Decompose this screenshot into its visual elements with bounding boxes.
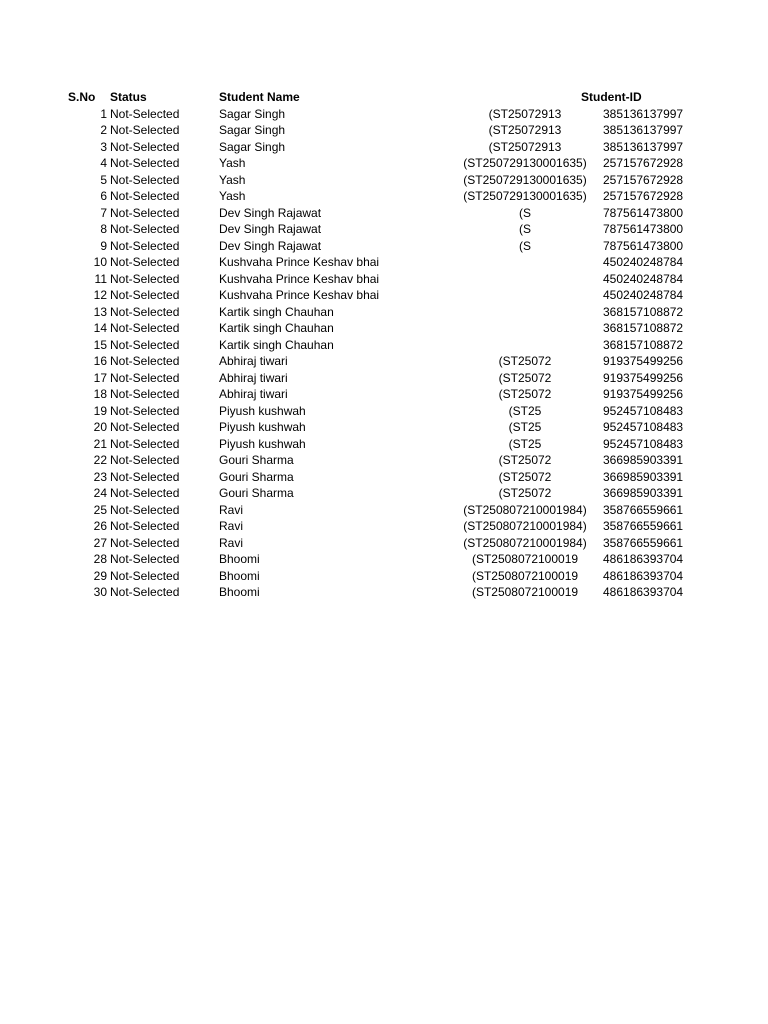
- student-id-cell: 952457108483: [603, 403, 684, 418]
- student-id-cell: 368157108872: [603, 304, 684, 319]
- student-name-cell: Yash: [219, 172, 246, 187]
- student-name-cell: Dev Singh Rajawat: [219, 222, 322, 236]
- student-ref-cell: (ST250807210001984): [463, 535, 587, 550]
- table-header-row: [0, 89, 768, 106]
- student-id-cell: 368157108872: [603, 337, 684, 352]
- student-id-cell: 257157672928: [603, 156, 684, 170]
- status-cell: Not-Selected: [110, 403, 180, 418]
- sno-cell: 21: [93, 436, 107, 451]
- status-cell: Not-Selected: [110, 552, 180, 566]
- student-name-cell: Gouri Sharma: [219, 486, 294, 500]
- status-cell: Not-Selected: [110, 139, 180, 154]
- student-ref-cell: (ST250729130001635): [463, 189, 587, 203]
- sno-cell: 18: [93, 387, 107, 401]
- sno-cell: 12: [93, 288, 107, 302]
- table-row: [0, 221, 768, 238]
- student-id-cell: 787561473800: [603, 238, 684, 253]
- status-cell: Not-Selected: [110, 288, 180, 302]
- status-cell: Not-Selected: [110, 337, 180, 352]
- student-name-cell: Kartik singh Chauhan: [219, 304, 334, 319]
- student-name-cell: Ravi: [219, 519, 244, 533]
- table-row: [0, 353, 768, 370]
- student-ref-cell: (S: [519, 238, 531, 253]
- status-cell: Not-Selected: [110, 321, 180, 335]
- status-cell: Not-Selected: [110, 156, 180, 170]
- status-cell: Not-Selected: [110, 585, 180, 599]
- student-name-cell: Kartik singh Chauhan: [219, 337, 334, 352]
- student-ref-cell: (S: [519, 222, 531, 236]
- student-id-cell: 787561473800: [603, 222, 684, 236]
- sno-cell: 2: [100, 123, 107, 137]
- student-ref-cell: (ST25072: [498, 387, 552, 401]
- sno-cell: 24: [93, 486, 107, 500]
- header-status: Status: [110, 90, 147, 104]
- sno-cell: 16: [93, 354, 107, 368]
- student-name-cell: Kushvaha Prince Keshav bhai: [219, 271, 380, 286]
- student-id-cell: 385136137997: [603, 139, 684, 154]
- table-row: [0, 304, 768, 321]
- table-row: [0, 320, 768, 337]
- student-name-cell: Yash: [219, 156, 246, 170]
- status-cell: Not-Selected: [110, 469, 180, 484]
- student-ref-cell: (ST2508072100019: [471, 552, 579, 566]
- sno-cell: 3: [100, 139, 107, 154]
- table-row: [0, 419, 768, 436]
- table-row: [0, 106, 768, 123]
- student-id-cell: 486186393704: [603, 585, 684, 599]
- status-cell: Not-Selected: [110, 238, 180, 253]
- student-name-cell: Bhoomi: [219, 585, 260, 599]
- status-cell: Not-Selected: [110, 255, 180, 269]
- status-cell: Not-Selected: [110, 436, 180, 451]
- student-id-cell: 919375499256: [603, 370, 684, 385]
- sno-cell: 25: [93, 502, 107, 517]
- student-name-cell: Kushvaha Prince Keshav bhai: [219, 255, 380, 269]
- table-row: [0, 370, 768, 387]
- student-ref-cell: (ST25: [508, 420, 542, 434]
- sno-cell: 22: [93, 453, 107, 467]
- sno-cell: 26: [93, 519, 107, 533]
- table-row: [0, 518, 768, 535]
- student-name-cell: Ravi: [219, 502, 244, 517]
- table-row: [0, 254, 768, 271]
- student-id-cell: 450240248784: [603, 271, 684, 286]
- student-name-cell: Abhiraj tiwari: [219, 370, 288, 385]
- student-name-cell: Bhoomi: [219, 552, 260, 566]
- status-cell: Not-Selected: [110, 370, 180, 385]
- table-body: [0, 106, 768, 601]
- header-student-name: Student Name: [219, 90, 300, 104]
- table-row: [0, 386, 768, 403]
- student-ref-cell: (ST25072913: [488, 123, 562, 137]
- student-ref-cell: (ST25072913: [488, 139, 562, 154]
- student-id-cell: 358766559661: [603, 502, 684, 517]
- student-ref-cell: (ST2508072100019: [471, 585, 579, 599]
- student-name-cell: Abhiraj tiwari: [219, 354, 288, 368]
- status-cell: Not-Selected: [110, 502, 180, 517]
- student-name-cell: Sagar Singh: [219, 106, 286, 121]
- sno-cell: 19: [93, 403, 107, 418]
- status-cell: Not-Selected: [110, 568, 180, 583]
- student-id-cell: 952457108483: [603, 436, 684, 451]
- status-cell: Not-Selected: [110, 519, 180, 533]
- table-row: [0, 485, 768, 502]
- student-ref-cell: (ST250807210001984): [463, 519, 587, 533]
- student-ref-cell: (ST25072913: [488, 106, 562, 121]
- student-ref-cell: (S: [519, 205, 531, 220]
- status-cell: Not-Selected: [110, 387, 180, 401]
- table-row: [0, 403, 768, 420]
- status-cell: Not-Selected: [110, 172, 180, 187]
- student-ref-cell: (ST25072: [498, 469, 552, 484]
- student-id-cell: 486186393704: [603, 568, 684, 583]
- sno-cell: 27: [93, 535, 107, 550]
- student-name-cell: Yash: [219, 189, 246, 203]
- table-row: [0, 271, 768, 288]
- student-ref-cell: (ST25072: [498, 354, 552, 368]
- student-name-cell: Gouri Sharma: [219, 469, 294, 484]
- sno-cell: 28: [93, 552, 107, 566]
- table-row: [0, 535, 768, 552]
- student-ref-cell: (ST250729130001635): [463, 172, 587, 187]
- table-row: [0, 205, 768, 222]
- student-id-cell: 450240248784: [603, 255, 684, 269]
- student-name-cell: Bhoomi: [219, 568, 260, 583]
- sno-cell: 4: [100, 156, 107, 170]
- sno-cell: 6: [100, 189, 107, 203]
- student-ref-cell: (ST25072: [498, 486, 552, 500]
- student-name-cell: Dev Singh Rajawat: [219, 238, 322, 253]
- student-id-cell: 257157672928: [603, 189, 684, 203]
- status-cell: Not-Selected: [110, 420, 180, 434]
- student-id-cell: 919375499256: [603, 387, 684, 401]
- student-ref-cell: (ST25: [508, 436, 542, 451]
- student-name-cell: Gouri Sharma: [219, 453, 294, 467]
- student-ref-cell: (ST250729130001635): [463, 156, 587, 170]
- table-row: [0, 551, 768, 568]
- student-ref-cell: (ST2508072100019: [471, 568, 579, 583]
- table-row: [0, 452, 768, 469]
- table-row: [0, 502, 768, 519]
- status-cell: Not-Selected: [110, 205, 180, 220]
- student-id-cell: 486186393704: [603, 552, 684, 566]
- student-name-cell: Piyush kushwah: [219, 420, 306, 434]
- student-name-cell: Sagar Singh: [219, 139, 286, 154]
- header-sno: S.No: [68, 90, 96, 104]
- student-name-cell: Abhiraj tiwari: [219, 387, 288, 401]
- table-row: [0, 436, 768, 453]
- status-cell: Not-Selected: [110, 354, 180, 368]
- student-id-cell: 385136137997: [603, 106, 684, 121]
- table-row: [0, 155, 768, 172]
- status-cell: Not-Selected: [110, 486, 180, 500]
- student-name-cell: Kartik singh Chauhan: [219, 321, 334, 335]
- sno-cell: 1: [100, 106, 107, 121]
- status-cell: Not-Selected: [110, 222, 180, 236]
- student-name-cell: Sagar Singh: [219, 123, 286, 137]
- student-id-cell: 358766559661: [603, 535, 684, 550]
- student-id-cell: 366985903391: [603, 469, 684, 484]
- student-ref-cell: (ST25: [508, 403, 542, 418]
- student-id-cell: 919375499256: [603, 354, 684, 368]
- sno-cell: 8: [100, 222, 107, 236]
- sno-cell: 9: [100, 238, 107, 253]
- student-name-cell: Piyush kushwah: [219, 403, 306, 418]
- student-id-cell: 358766559661: [603, 519, 684, 533]
- status-cell: Not-Selected: [110, 535, 180, 550]
- sno-cell: 29: [93, 568, 107, 583]
- sno-cell: 7: [100, 205, 107, 220]
- status-cell: Not-Selected: [110, 106, 180, 121]
- student-id-cell: 366985903391: [603, 453, 684, 467]
- sno-cell: 20: [93, 420, 107, 434]
- table-row: [0, 337, 768, 354]
- student-id-cell: 787561473800: [603, 205, 684, 220]
- sno-cell: 17: [93, 370, 107, 385]
- sno-cell: 14: [93, 321, 107, 335]
- student-table: [0, 89, 768, 601]
- header-student-id: Student-ID: [581, 90, 642, 104]
- status-cell: Not-Selected: [110, 271, 180, 286]
- student-id-cell: 952457108483: [603, 420, 684, 434]
- status-cell: Not-Selected: [110, 189, 180, 203]
- student-name-cell: Piyush kushwah: [219, 436, 306, 451]
- sno-cell: 11: [94, 271, 107, 286]
- table-row: [0, 287, 768, 304]
- sno-cell: 13: [93, 304, 107, 319]
- table-row: [0, 469, 768, 486]
- table-row: [0, 122, 768, 139]
- table-row: [0, 238, 768, 255]
- sno-cell: 10: [93, 255, 107, 269]
- table-row: [0, 139, 768, 156]
- student-id-cell: 257157672928: [603, 172, 684, 187]
- student-name-cell: Kushvaha Prince Keshav bhai: [219, 288, 380, 302]
- status-cell: Not-Selected: [110, 123, 180, 137]
- table-row: [0, 568, 768, 585]
- student-name-cell: Dev Singh Rajawat: [219, 205, 322, 220]
- student-ref-cell: (ST25072: [498, 453, 552, 467]
- student-ref-cell: (ST250807210001984): [463, 502, 587, 517]
- student-id-cell: 385136137997: [603, 123, 684, 137]
- sno-cell: 23: [93, 469, 107, 484]
- sno-cell: 30: [93, 585, 107, 599]
- sno-cell: 15: [93, 337, 107, 352]
- student-id-cell: 368157108872: [603, 321, 684, 335]
- status-cell: Not-Selected: [110, 453, 180, 467]
- student-name-cell: Ravi: [219, 535, 244, 550]
- student-ref-cell: (ST25072: [498, 370, 552, 385]
- student-id-cell: 450240248784: [603, 288, 684, 302]
- table-row: [0, 188, 768, 205]
- table-row: [0, 584, 768, 601]
- student-id-cell: 366985903391: [603, 486, 684, 500]
- sno-cell: 5: [100, 172, 107, 187]
- status-cell: Not-Selected: [110, 304, 180, 319]
- table-row: [0, 172, 768, 189]
